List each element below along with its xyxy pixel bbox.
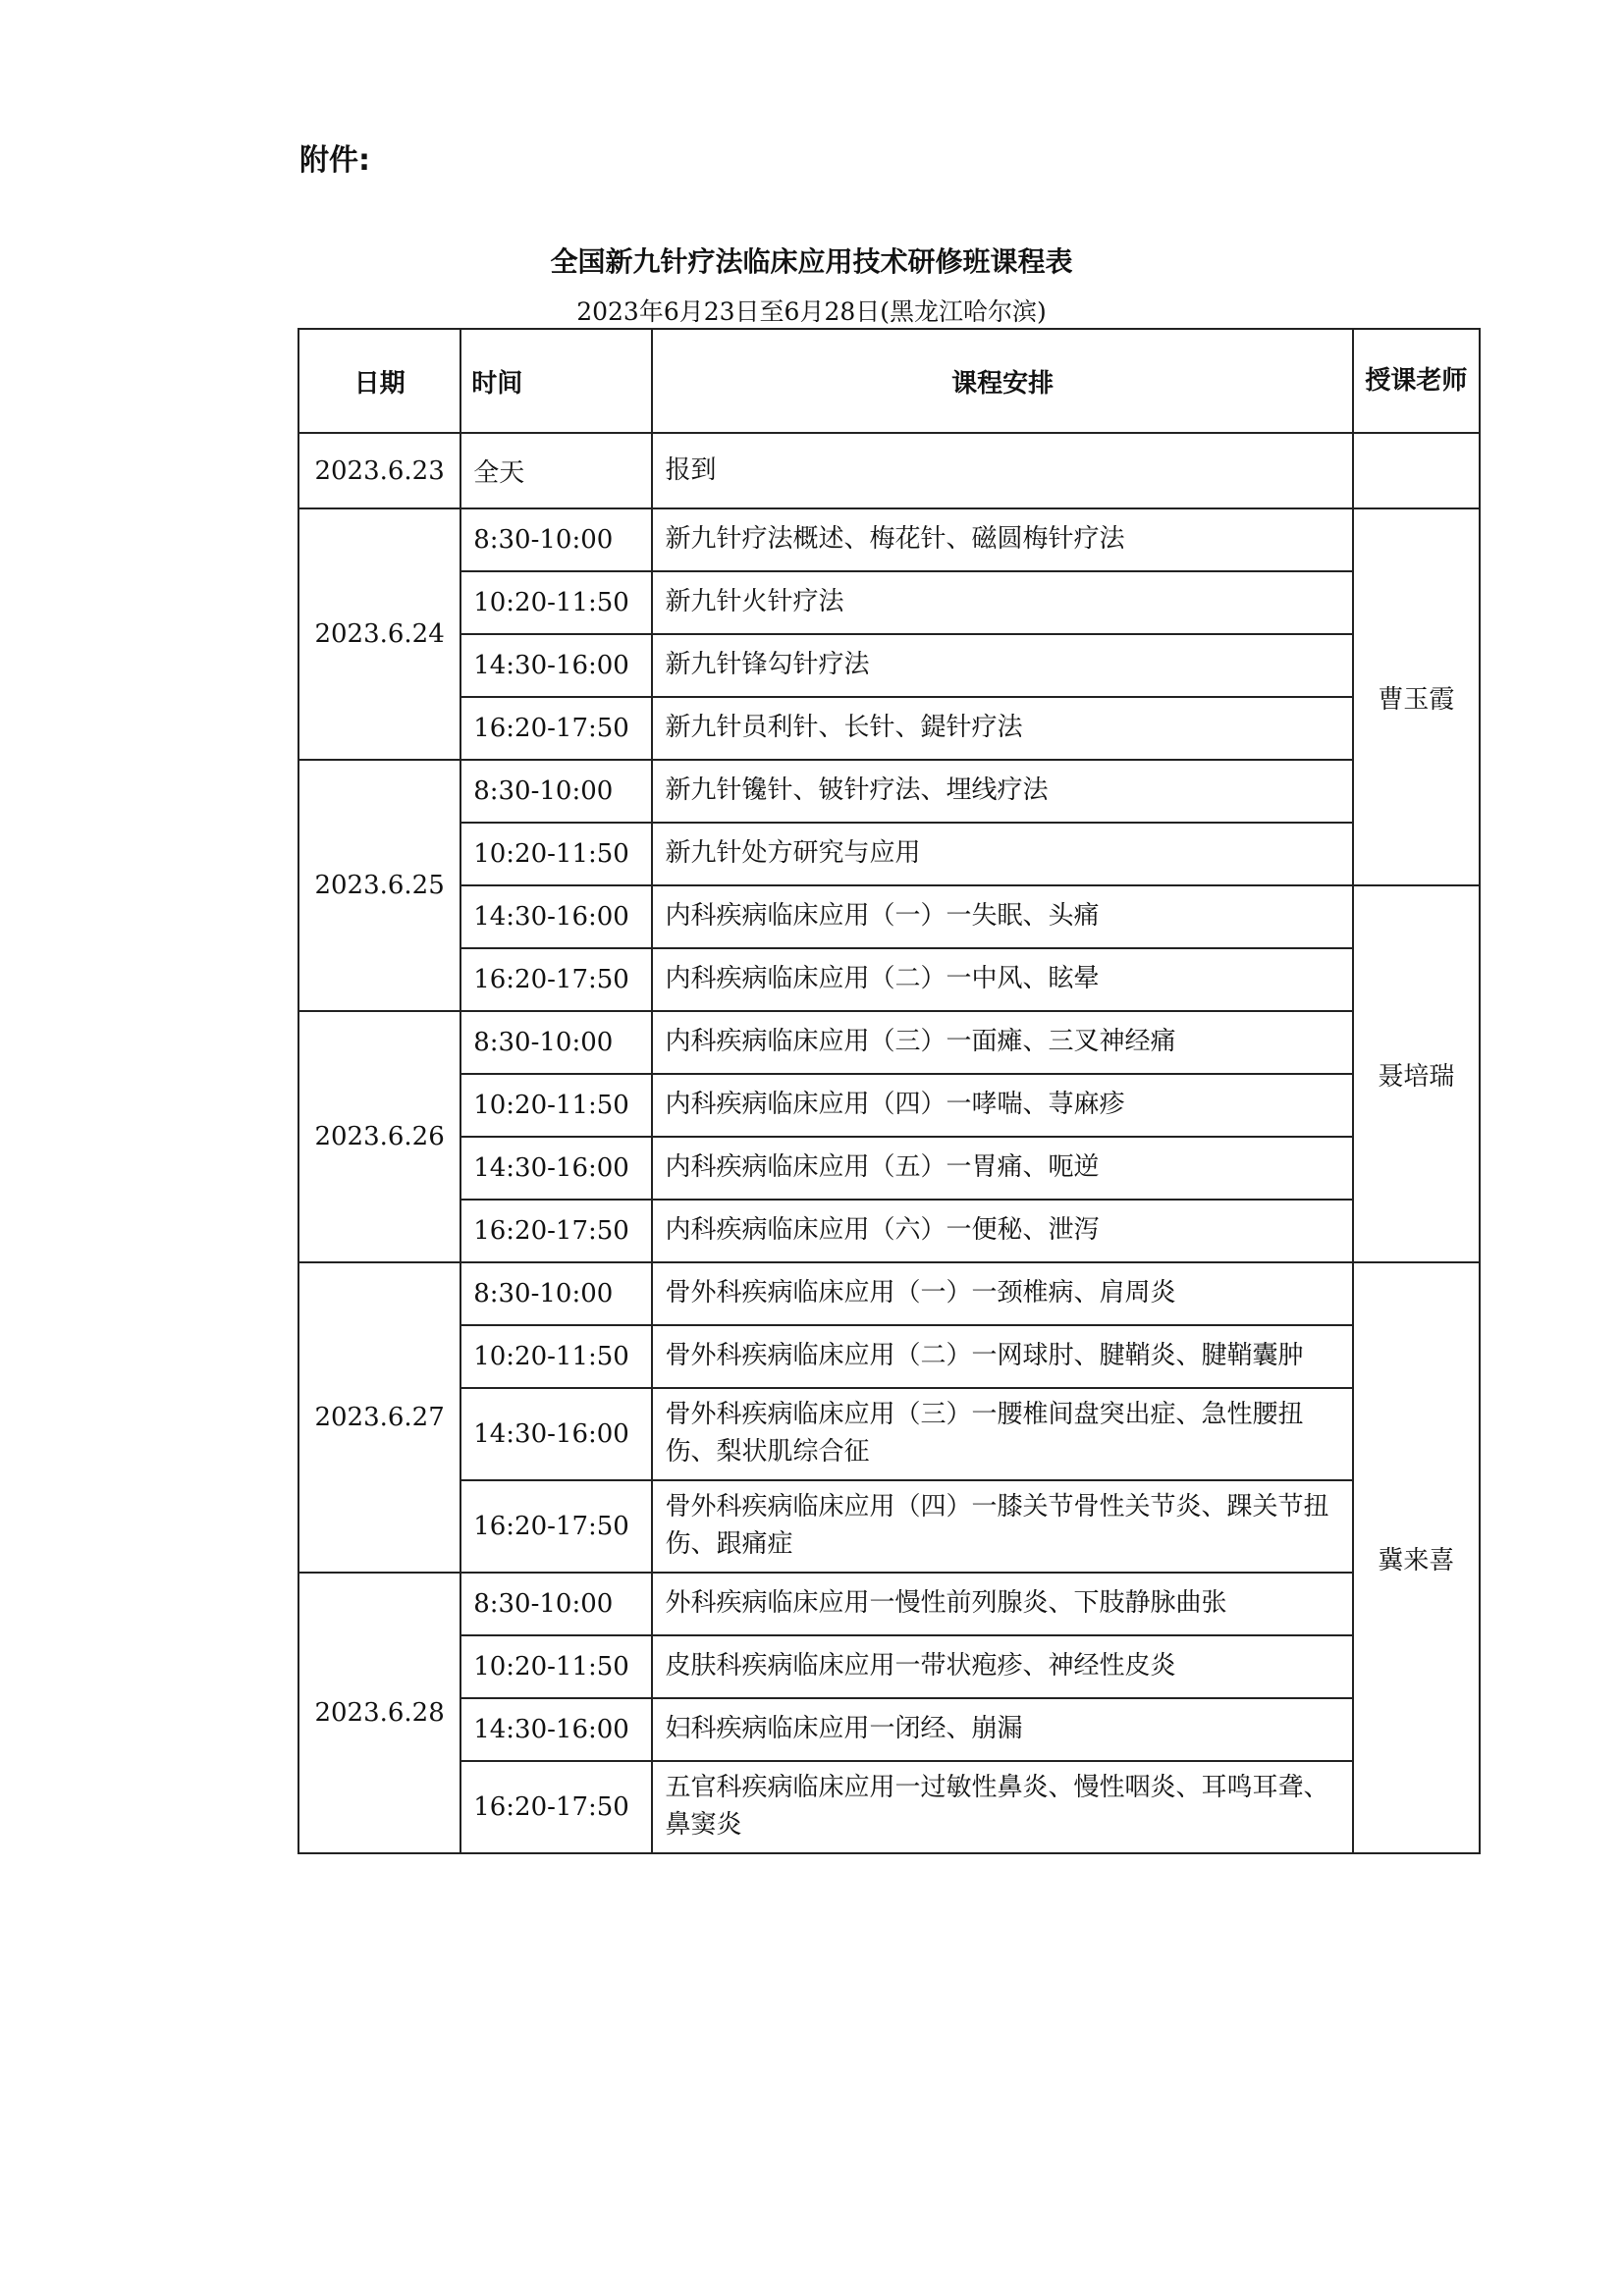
teacher-cell: 曹玉霞 <box>1353 508 1480 885</box>
time-cell: 14:30-16:00 <box>460 885 652 948</box>
course-cell: 内科疾病临床应用（一）一失眠、头痛 <box>652 885 1352 948</box>
course-cell: 内科疾病临床应用（四）一哮喘、荨麻疹 <box>652 1074 1352 1137</box>
teacher-cell: 聂培瑞 <box>1353 885 1480 1262</box>
attachment-label: 附件: <box>299 143 370 178</box>
course-cell: 新九针锋勾针疗法 <box>652 634 1352 697</box>
time-cell: 16:20-17:50 <box>460 697 652 760</box>
time-cell: 14:30-16:00 <box>460 634 652 697</box>
date-cell: 2023.6.26 <box>298 1011 460 1262</box>
time-cell: 16:20-17:50 <box>460 1480 652 1573</box>
course-cell: 新九针疗法概述、梅花针、磁圆梅针疗法 <box>652 508 1352 571</box>
date-cell: 2023.6.24 <box>298 508 460 760</box>
course-cell: 新九针员利针、长针、鍉针疗法 <box>652 697 1352 760</box>
course-cell: 妇科疾病临床应用一闭经、崩漏 <box>652 1698 1352 1761</box>
table-row <box>298 885 1480 948</box>
column-header-course: 课程安排 <box>652 329 1352 433</box>
table-row <box>298 1388 1480 1480</box>
date-cell: 2023.6.27 <box>298 1262 460 1573</box>
course-cell: 五官科疾病临床应用一过敏性鼻炎、慢性咽炎、耳鸣耳聋、鼻窦炎 <box>652 1761 1352 1853</box>
course-cell: 内科疾病临床应用（六）一便秘、泄泻 <box>652 1200 1352 1262</box>
course-cell: 报到 <box>652 433 1352 508</box>
course-cell: 新九针火针疗法 <box>652 571 1352 634</box>
table-row <box>298 1698 1480 1761</box>
course-cell: 新九针处方研究与应用 <box>652 823 1352 885</box>
date-cell: 2023.6.25 <box>298 760 460 1011</box>
table-row <box>298 1480 1480 1573</box>
table-row <box>298 823 1480 885</box>
table-row <box>298 1761 1480 1853</box>
course-cell: 内科疾病临床应用（二）一中风、眩晕 <box>652 948 1352 1011</box>
document-subtitle: 2023年6月23日至6月28日(黑龙江哈尔滨) <box>576 297 1047 326</box>
table-row <box>298 1325 1480 1388</box>
course-cell: 骨外科疾病临床应用（一）一颈椎病、肩周炎 <box>652 1262 1352 1325</box>
time-cell: 8:30-10:00 <box>460 1573 652 1635</box>
time-cell: 16:20-17:50 <box>460 948 652 1011</box>
time-cell: 14:30-16:00 <box>460 1137 652 1200</box>
table-row <box>298 948 1480 1011</box>
date-cell: 2023.6.28 <box>298 1573 460 1853</box>
course-cell: 外科疾病临床应用一慢性前列腺炎、下肢静脉曲张 <box>652 1573 1352 1635</box>
time-cell: 10:20-11:50 <box>460 1325 652 1388</box>
table-row <box>298 1262 1480 1325</box>
time-cell: 10:20-11:50 <box>460 1635 652 1698</box>
table-row <box>298 1200 1480 1262</box>
course-cell: 皮肤科疾病临床应用一带状疱疹、神经性皮炎 <box>652 1635 1352 1698</box>
table-row <box>298 1635 1480 1698</box>
time-cell: 16:20-17:50 <box>460 1200 652 1262</box>
column-header-teacher: 授课老师 <box>1353 329 1480 433</box>
time-cell: 8:30-10:00 <box>460 508 652 571</box>
table-row <box>298 1573 1480 1635</box>
table-row <box>298 697 1480 760</box>
date-cell: 2023.6.23 <box>298 433 460 508</box>
table-row <box>298 433 1480 508</box>
table-row <box>298 760 1480 823</box>
course-cell: 内科疾病临床应用（五）一胃痛、呃逆 <box>652 1137 1352 1200</box>
teacher-cell-empty <box>1353 433 1480 508</box>
column-header-time: 时间 <box>460 329 652 433</box>
table-row <box>298 1137 1480 1200</box>
table-row <box>298 634 1480 697</box>
time-cell: 16:20-17:50 <box>460 1761 652 1853</box>
time-cell: 8:30-10:00 <box>460 1262 652 1325</box>
table-row <box>298 508 1480 571</box>
time-cell: 8:30-10:00 <box>460 760 652 823</box>
document-title: 全国新九针疗法临床应用技术研修班课程表 <box>550 245 1073 278</box>
time-cell: 10:20-11:50 <box>460 823 652 885</box>
time-cell: 14:30-16:00 <box>460 1698 652 1761</box>
table-row <box>298 1074 1480 1137</box>
teacher-cell: 冀来喜 <box>1353 1262 1480 1853</box>
column-header-date: 日期 <box>298 329 460 433</box>
course-cell: 骨外科疾病临床应用（四）一膝关节骨性关节炎、踝关节扭伤、跟痛症 <box>652 1480 1352 1573</box>
course-cell: 骨外科疾病临床应用（三）一腰椎间盘突出症、急性腰扭伤、梨状肌综合征 <box>652 1388 1352 1480</box>
table-header-row <box>298 329 1480 433</box>
table-row <box>298 1011 1480 1074</box>
course-cell: 新九针镵针、铍针疗法、埋线疗法 <box>652 760 1352 823</box>
time-cell: 10:20-11:50 <box>460 1074 652 1137</box>
table-row <box>298 571 1480 634</box>
course-cell: 内科疾病临床应用（三）一面瘫、三叉神经痛 <box>652 1011 1352 1074</box>
schedule-table <box>298 328 1481 1854</box>
course-cell: 骨外科疾病临床应用（二）一网球肘、腱鞘炎、腱鞘囊肿 <box>652 1325 1352 1388</box>
time-cell: 8:30-10:00 <box>460 1011 652 1074</box>
time-cell: 全天 <box>460 433 652 508</box>
time-cell: 14:30-16:00 <box>460 1388 652 1480</box>
time-cell: 10:20-11:50 <box>460 571 652 634</box>
